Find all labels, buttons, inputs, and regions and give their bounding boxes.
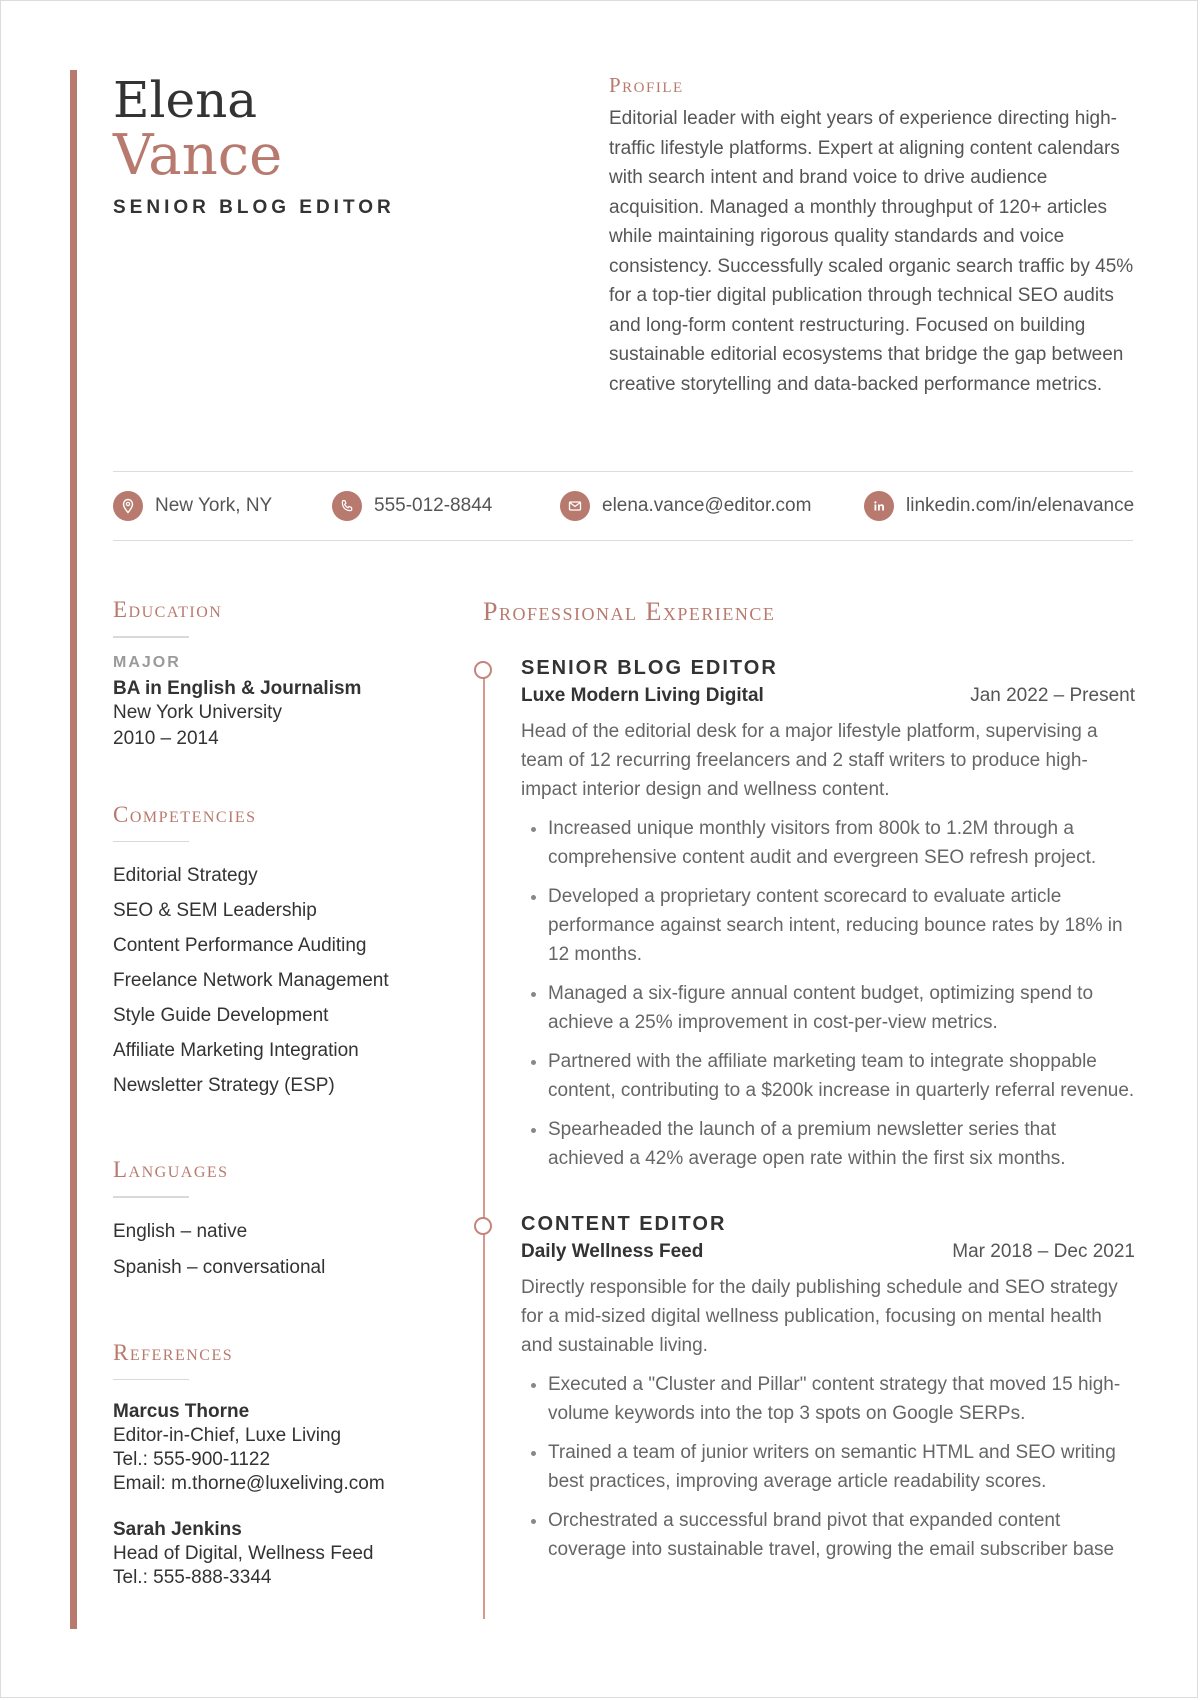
languages-list	[113, 1220, 433, 1292]
languages-section	[113, 1157, 433, 1292]
job-description: Head of the editorial desk for a major lifestyle platform, supervising a team of 12 recurring freelancers and 2 staff writers to produce high-impact interior design and wellness content.	[521, 721, 1098, 800]
reference-item	[113, 1400, 433, 1496]
education-heading: Education	[113, 597, 223, 622]
list-item: • Spearheaded the launch of a premium newsletter series that achieved a 42% average open rate within the first six months.	[548, 1115, 1135, 1173]
education-label: MAJOR	[113, 653, 181, 671]
reference-name: Marcus Thorne	[113, 1401, 250, 1422]
reference-role: Head of Digital, Wellness Feed	[113, 1543, 374, 1564]
job-meta	[521, 1241, 1135, 1263]
accent-bar	[70, 70, 77, 1629]
job-dates: Mar 2018 – Dec 2021	[952, 1241, 1135, 1262]
list-item: Spanish – conversational	[113, 1256, 326, 1278]
list-item: • Developed a proprietary content scorecard to evaluate article performance against search intent, reducing bounce rates by 18% in 12 months.	[548, 882, 1135, 969]
list-item: English – native	[113, 1220, 248, 1242]
section-divider	[113, 636, 189, 638]
contact-location-text: New York, NY	[155, 495, 273, 516]
list-item: SEO & SEM Leadership	[113, 900, 317, 921]
competencies-list	[113, 864, 433, 1109]
envelope-icon	[560, 491, 590, 521]
reference-phone: Tel.: 555-888-3344	[113, 1567, 272, 1588]
reference-name: Sarah Jenkins	[113, 1519, 242, 1540]
timeline-dot	[474, 1217, 492, 1235]
section-divider	[113, 1379, 189, 1381]
references-list	[113, 1400, 433, 1590]
languages-heading: Languages	[113, 1157, 229, 1182]
list-item: • Managed a six-figure annual content budget, optimizing spend to achieve a 25% improvement in cost-per-view metrics.	[548, 979, 1135, 1037]
references-section	[113, 1340, 433, 1591]
job-role: CONTENT EDITOR	[521, 1213, 727, 1235]
job-description: Directly responsible for the daily publishing schedule and SEO strategy for a mid-sized digital wellness publication, focusing on mental health and sustainable living.	[521, 1277, 1118, 1356]
location-pin-icon	[113, 491, 143, 521]
list-item: Freelance Network Management	[113, 970, 389, 991]
job-bullets	[521, 814, 1135, 1173]
job-dates: Jan 2022 – Present	[970, 685, 1135, 706]
contact-phone-text[interactable]: 555-012-8844	[374, 495, 493, 516]
contact-email-text[interactable]: elena.vance@editor.com	[602, 495, 812, 516]
job-entry	[483, 1211, 1135, 1564]
phone-icon	[332, 491, 362, 521]
reference-phone: Tel.: 555-900-1122	[113, 1449, 271, 1470]
reference-email: Email: m.thorne@luxeliving.com	[113, 1473, 385, 1494]
profile-heading: Profile	[609, 73, 684, 97]
list-item: Newsletter Strategy (ESP)	[113, 1075, 335, 1096]
list-item: Affiliate Marketing Integration	[113, 1040, 359, 1061]
contact-email	[560, 491, 811, 521]
contact-phone	[332, 491, 492, 521]
experience-section	[483, 597, 1135, 1574]
reference-role: Editor-in-Chief, Luxe Living	[113, 1425, 342, 1446]
job-company: Luxe Modern Living Digital	[521, 685, 764, 706]
list-item: Content Performance Auditing	[113, 935, 367, 956]
list-item: Style Guide Development	[113, 1005, 329, 1026]
education-school: New York University	[113, 701, 282, 723]
last-name: Vance	[113, 123, 283, 188]
profile-section	[609, 73, 1135, 399]
education-years: 2010 – 2014	[113, 727, 219, 749]
job-company: Daily Wellness Feed	[521, 1241, 704, 1262]
contact-linkedin-text[interactable]: linkedin.com/in/elenavance	[906, 495, 1135, 516]
linkedin-icon	[864, 491, 894, 521]
list-item: • Trained a team of junior writers on semantic HTML and SEO writing best practices, improving average article readability scores.	[548, 1438, 1135, 1496]
name-header	[113, 73, 395, 219]
job-entry	[483, 655, 1135, 1173]
education-section	[113, 597, 433, 752]
list-item: • Executed a "Cluster and Pillar" content strategy that moved 15 high-volume keywords into the top 3 spots on Google SERPs.	[548, 1370, 1135, 1428]
timeline-dot	[474, 661, 492, 679]
list-item: • Partnered with the affiliate marketing team to integrate shoppable content, contributing to a $200k increase in quarterly referral revenue.	[548, 1047, 1135, 1105]
job-meta	[521, 685, 1135, 707]
reference-item	[113, 1518, 433, 1590]
list-item: Editorial Strategy	[113, 865, 258, 886]
competencies-heading: Competencies	[113, 801, 257, 827]
first-name: Elena	[113, 71, 258, 129]
contact-bar	[113, 471, 1133, 541]
profile-text: Editorial leader with eight years of experience directing high-traffic lifestyle platforms. Expert at aligning content calendars with search intent and brand voice to drive audience acquisition. Managed a monthly throughput of 120+ articles while maintaining rigorous quality standards and voice consistency. Successfully scaled organic search traffic by 45% for a top-tier digital publication through technical SEO audits and long-form content restructuring. Focused on building sustainable editorial ecosystems that bridge the gap between creative storytelling and data-backed performance metrics.	[609, 108, 1134, 395]
contact-linkedin	[864, 491, 1134, 521]
section-divider	[113, 1196, 189, 1198]
education-degree: BA in English & Journalism	[113, 677, 362, 699]
experience-heading: Professional Experience	[483, 597, 776, 626]
list-item: • Orchestrated a successful brand pivot that expanded content coverage into sustainable travel, growing the email subscriber base	[548, 1506, 1135, 1564]
job-role: SENIOR BLOG EDITOR	[521, 657, 778, 679]
competencies-section	[113, 802, 433, 1110]
left-column	[113, 597, 433, 1612]
references-heading: References	[113, 1339, 234, 1365]
list-item: • Increased unique monthly visitors from 800k to 1.2M through a comprehensive content audit and evergreen SEO refresh project.	[548, 814, 1135, 872]
section-divider	[113, 841, 189, 843]
contact-location	[113, 491, 272, 521]
job-bullets	[521, 1370, 1135, 1564]
headline-title: SENIOR BLOG EDITOR	[113, 197, 395, 218]
